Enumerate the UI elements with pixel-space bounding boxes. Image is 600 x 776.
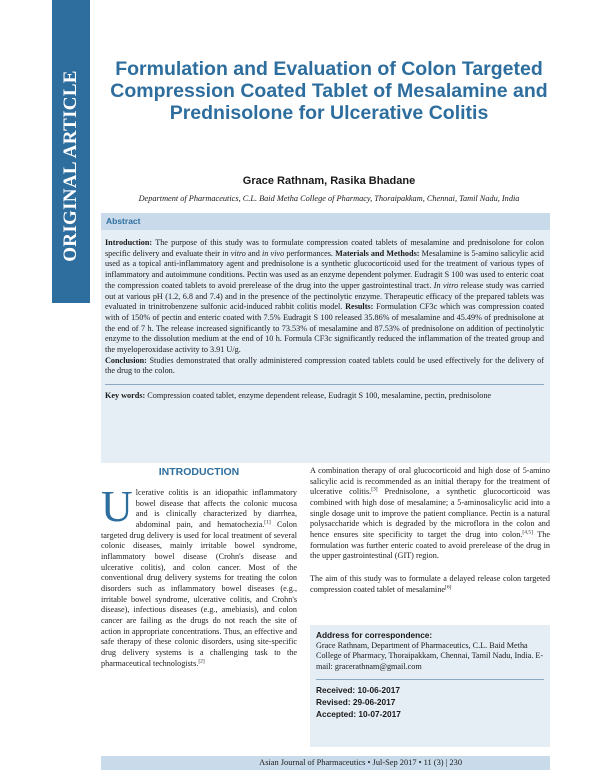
correspondence-text: Grace Rathnam, Department of Pharmaceutics, C.L. Baid Metha College of Pharmacy, Thoraipakkam, Chennai, Tamil Nadu, India. E-mail: gracerathnam@gmail.com [316, 640, 544, 672]
revised-date: Revised: 29-06-2017 [316, 696, 396, 707]
abstract-box [101, 213, 550, 463]
citation-ref: [3] [371, 486, 378, 493]
correspondence-box [310, 625, 550, 747]
abstract-conclusion-label: Conclusion: [105, 355, 147, 365]
abstract-intro-label: Introduction: [105, 238, 153, 247]
abstract-conclusion-text: Studies demonstrated that orally administered compression coated tablets could be used effectively for the delivery of the drug to the colon. [105, 355, 544, 376]
right-para1c: The formulation was further enteric coated to avoid prerelease of the drug in the upper gastrointestinal (GIT) region. [310, 529, 550, 561]
right-para1b: Prednisolone, a synthetic glucocorticoid was combined with high dose of mesalamine; a 5-aminosalicylic acid into a single dosage unit to improve the patient compliance. Pectin is a natural polysaccharide which is degraded by the microflora in the colon and hence ensures site specificity to target the drug into colon. [310, 487, 550, 539]
abstract-results-label: Results: [342, 302, 374, 312]
right-paragraph-2 [310, 574, 550, 595]
introduction-left-column [101, 482, 297, 669]
citation-ref: [1] [264, 519, 271, 526]
correspondence-heading: Address for correspondence: [316, 630, 433, 640]
citation-ref: [4,5] [522, 529, 533, 536]
abstract-heading: Abstract [101, 213, 550, 230]
drop-cap: U [101, 482, 133, 531]
intro-para1b: Colon targeted drug delivery is used for local treatment of several colonic diseases, mainly irritable bowel syndrome, inflammatory bowel disease (Crohn's disease and ulcerative colitis), and colon cancer. Most of the conventional drug delivery systems for treating the colon disorders such as inflammatory bowel diseases (e.g., irritable bowel syndrome, ulcerative colitis, and Crohn's disease), infectious diseases (e.g., amebiasis), and colon cancer are failing as the drugs do not reach the site of action in appropriate concentrations. Thus, an effective and safe therapy of these colonic disorders, using site-specific drug delivery systems is a challenging task to the pharmaceutical technologists. [101, 519, 297, 668]
abstract-methods-label: Materials and Methods: [332, 248, 420, 258]
abstract-methods-text2: release study was carried out at various pH (1.2, 6.8 and 7.4) and in the presence of the pectinolytic enzyme. Therapeutic efficacy of the prepared tablets was evaluated in trinitrobenzene sulfonic acid-induced rabbit colitis model. [105, 280, 544, 312]
abstract-methods-italic: In vitro [433, 280, 459, 290]
abstract-intro-and: and [245, 248, 263, 258]
author-affiliation: Department of Pharmaceutics, C.L. Baid Metha College of Pharmacy, Thoraipakkam, Chennai, Tamil Nadu, India [138, 194, 520, 203]
accepted-date: Accepted: 10-07-2017 [316, 708, 401, 719]
article-type-label: ORIGINAL ARTICLE [60, 70, 81, 262]
received-date: Received: 10-06-2017 [316, 684, 400, 695]
abstract-intro-italic1: in vitro [222, 248, 246, 258]
introduction-heading: INTRODUCTION [158, 466, 240, 478]
abstract-intro-text: The purpose of this study was to formulate compression coated tablets of mesalamine and prednisolone for colon specific delivery and evaluate their [105, 238, 544, 258]
abstract-results-text: Formulation CF3c which was compression coated with of 150% of pectin and enteric coated with 7.5% Eudragit S 100 released 35.86% of mesalamine and 45.49% of prednisolone at the end of 7 h. The release increased significantly to 73.53% of mesalamine and 87.53% of prednisolone on addition of pectinolytic enzyme to the dissolution medium at the end of 10 h. Formula CF3c significantly reduced the inflammation of the treated group and the myeloperoxidase activity to 3.91 U/g. [105, 302, 545, 355]
right-paragraph-1 [310, 466, 550, 562]
right-para1: A combination therapy of oral glucocorticoid and high dose of 5-amino salicylic acid is recommended as an initial therapy for the treatment of ulcerative colitis. [310, 466, 550, 497]
article-authors: Grace Rathnam, Rasika Bhadane [242, 175, 416, 187]
abstract-intro-italic2: in vivo [262, 248, 285, 258]
keywords-label: Key words: [105, 391, 146, 401]
keywords [105, 391, 544, 402]
footer-citation: Asian Journal of Pharmaceutics • Jul-Sep 2017 • 11 (3) | 230 [259, 758, 462, 767]
page-footer [101, 756, 550, 770]
citation-ref: [2] [198, 657, 205, 664]
abstract-divider [105, 384, 544, 385]
abstract-body [101, 230, 550, 402]
keywords-text: Compression coated tablet, enzyme dependent release, Eudragit S 100, mesalamine, pectin, prednisolone [145, 391, 492, 401]
abstract-methods-text: Mesalamine is 5-amino salicylic acid used as a topical anti-inflammatory agent and prednisolone is a synthetic glucocorticoid used for the treatment of various types of inflammatory and autoimmune conditions. Pectin was used as an enzyme dependent polymer. Eudragit S 100 was used to enteric coat the compression coated tablets to avoid prerelease of the drug into the upper gastrointestinal tract. [105, 248, 544, 290]
citation-ref: [6] [445, 583, 452, 590]
article-title: Formulation and Evaluation of Colon Targeted Compression Coated Tablet of Mesalamine and Prednisolone for Ulcerative Colitis [110, 58, 548, 124]
correspondence-divider [316, 679, 544, 680]
introduction-right-column [310, 466, 550, 595]
right-para2: The aim of this study was to formulate a delayed release colon targeted compression coated tablet of mesalamine [310, 573, 550, 594]
abstract-intro-end: performances. [284, 248, 333, 258]
intro-para1: lcerative colitis is an idiopathic inflammatory bowel disease that affects the colonic mucosa and is clinically characterized by diarrhea, abdominal pain, and hematochezia. [135, 488, 297, 529]
